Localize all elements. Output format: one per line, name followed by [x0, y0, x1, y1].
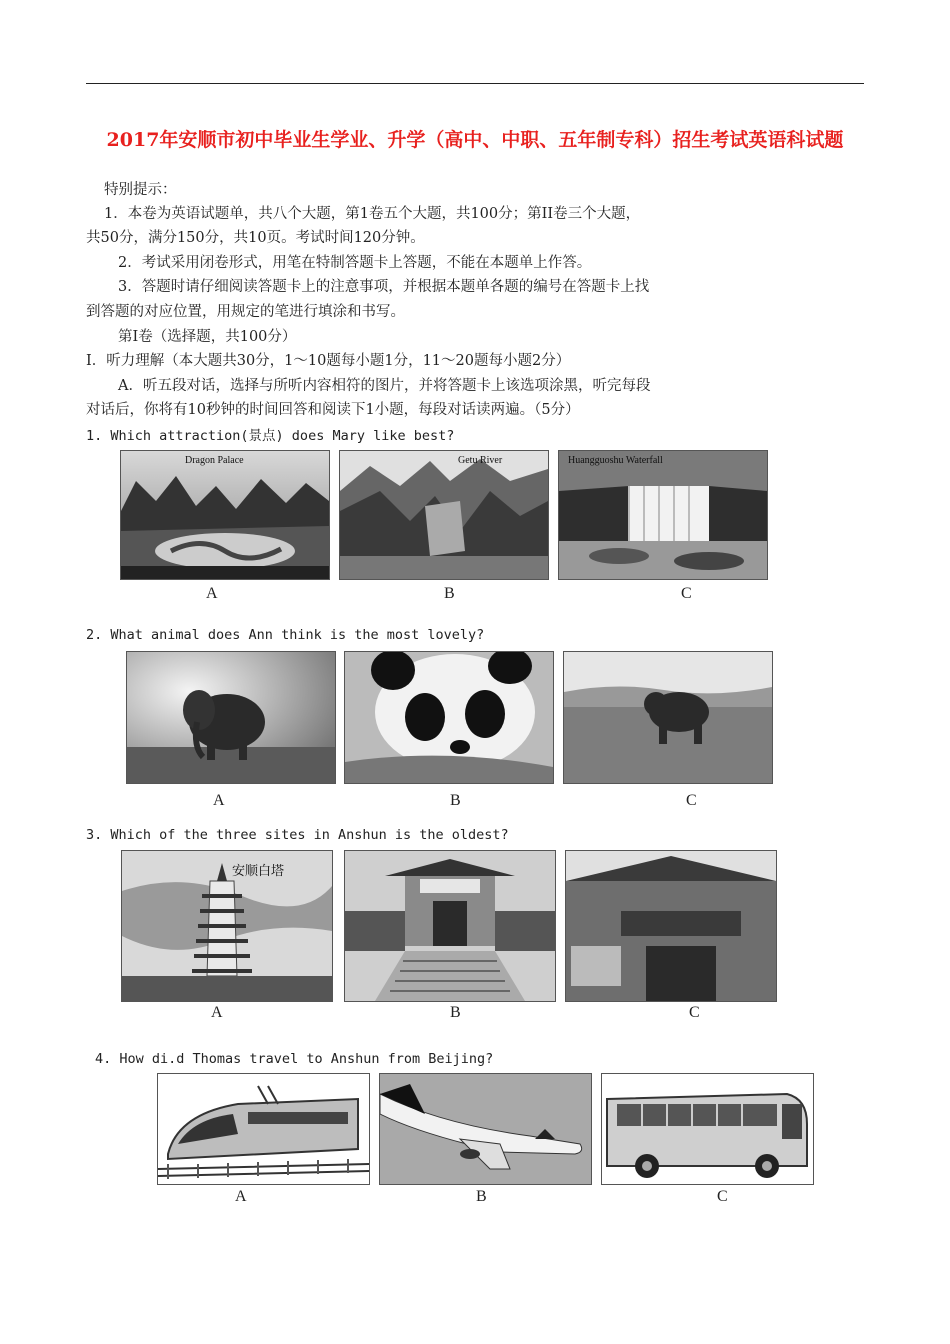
q3-option-a-caption: 安顺白塔 — [232, 863, 285, 878]
note-2: 2．考试采用闭卷形式，用笔在特制答题卡上答题，不能在本题单上作答。 — [118, 255, 592, 271]
q1-option-a-caption: Dragon Palace — [185, 455, 244, 466]
q3-option-c-letter: C — [689, 1004, 700, 1021]
q4-option-b-letter: B — [476, 1188, 487, 1205]
q3-option-a-photo — [121, 850, 333, 1002]
notes-header: 特别提示： — [104, 182, 177, 198]
q1-option-c-letter: C — [681, 585, 692, 602]
q1-option-a-photo — [120, 450, 330, 580]
q2-option-a-photo — [126, 651, 336, 784]
q1-option-c-caption: Huangguoshu Waterfall — [568, 455, 663, 466]
q4-option-b-photo — [379, 1073, 592, 1185]
question-1: 1. Which attraction(景点) does Mary like best? — [86, 428, 455, 444]
part-heading: I．听力理解（本大题共30分，1～10题每小题1分，11～20题每小题2分） — [86, 353, 571, 369]
q2-option-b-photo — [344, 651, 554, 784]
note-3a: 3．答题时请仔细阅读答题卡上的注意事项，并根据本题单各题的编号在答题卡上找 — [118, 279, 650, 295]
q2-option-c-letter: C — [686, 792, 697, 809]
q2-option-b-letter: B — [450, 792, 461, 809]
volume-heading: 第Ⅰ卷（选择题，共100分） — [118, 329, 297, 345]
q1-option-a-letter: A — [206, 585, 218, 602]
header-rule — [86, 83, 864, 84]
q3-option-b-letter: B — [450, 1004, 461, 1021]
q2-option-c-photo — [563, 651, 773, 784]
question-2: 2. What animal does Ann think is the most lovely? — [86, 627, 485, 643]
q4-option-a-letter: A — [235, 1188, 247, 1205]
q1-option-c-photo — [558, 450, 768, 580]
note-3b: 到答题的对应位置，用规定的笔进行填涂和书写。 — [86, 304, 405, 320]
page-title: 2017年安顺市初中毕业生学业、升学（高中、中职、五年制专科）招生考试英语科试题 — [106, 129, 844, 151]
note-1b: 共50分，满分150分，共10页。考试时间120分钟。 — [86, 230, 425, 246]
question-3: 3. Which of the three sites in Anshun is the oldest? — [86, 827, 509, 843]
q1-option-b-caption: Getu River — [458, 455, 503, 466]
q4-option-a-photo — [157, 1073, 370, 1185]
question-4: 4. How di.d Thomas travel to Anshun from Beijing? — [95, 1051, 494, 1067]
note-1a: 1．本卷为英语试题单，共八个大题，第1卷五个大题，共100分；第II卷三个大题， — [104, 206, 641, 222]
q4-option-c-photo — [601, 1073, 814, 1185]
q3-option-a-letter: A — [211, 1004, 223, 1021]
instruction-b: 对话后，你将有10秒钟的时间回答和阅读下1小题，每段对话读两遍。（5分） — [86, 402, 580, 418]
q3-option-c-photo — [565, 850, 777, 1002]
q3-option-b-photo — [344, 850, 556, 1002]
q2-option-a-letter: A — [213, 792, 225, 809]
q4-option-c-letter: C — [717, 1188, 728, 1205]
q1-option-b-letter: B — [444, 585, 455, 602]
instruction-a: A．听五段对话，选择与所听内容相符的图片，并将答题卡上该选项涂黑，听完每段 — [118, 378, 651, 394]
q1-option-b-photo — [339, 450, 549, 580]
